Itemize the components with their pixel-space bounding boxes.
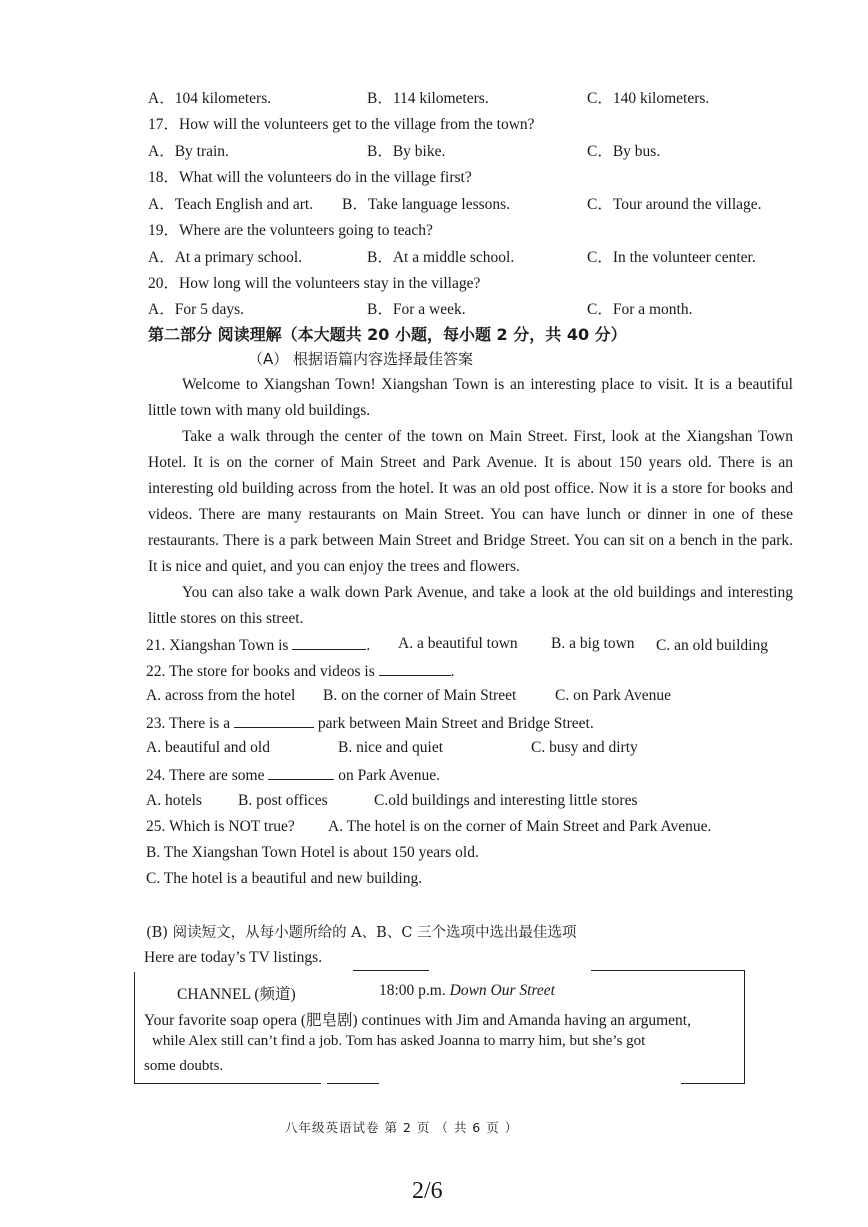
q21-option-a: A. a beautiful town: [398, 635, 518, 652]
q25-stem: 25. Which is NOT true?: [146, 818, 295, 835]
listing-description-line-2: while Alex still can’t find a job. Tom has asked Joanna to marry him, but she’s got: [152, 1033, 646, 1049]
tv-listing-box: [134, 970, 745, 1084]
q24-option-a: A. hotels: [146, 792, 202, 809]
q18-stem: 18．What will the volunteers do in the village first?: [148, 169, 472, 186]
q20-option-b: B．For a week.: [367, 301, 466, 318]
part2-heading: 第二部分 阅读理解（本大题共 20 小题，每小题 2 分，共 40 分）: [148, 325, 627, 344]
q19-option-a: A．At a primary school.: [148, 249, 303, 266]
q23-option-c: C. busy and dirty: [531, 739, 638, 756]
q24-option-c: C.old buildings and interesting little stores: [374, 792, 638, 809]
answer-blank: [268, 765, 334, 780]
q20-option-c: C．For a month.: [587, 301, 693, 318]
answer-blank: [234, 713, 314, 728]
answer-blank: [292, 635, 366, 650]
q17-option-a: A．By train.: [148, 143, 229, 160]
q23-option-a: A. beautiful and old: [146, 739, 270, 756]
q19-option-c: C．In the volunteer center.: [587, 249, 756, 266]
q17-stem: 17．How will the volunteers get to the village from the town?: [148, 116, 535, 133]
q16-option-a: A．104 kilometers.: [148, 90, 272, 107]
q21-option-c: C. an old building: [656, 637, 768, 654]
q16-option-b: B．114 kilometers.: [367, 90, 489, 107]
q18-option-c: C．Tour around the village.: [587, 196, 762, 213]
q22-option-b: B. on the corner of Main Street: [323, 687, 517, 704]
listing-time-title: 18:00 p.m. Down Our Street: [379, 982, 555, 999]
section-b-heading: (B) 阅读短文，从每小题所给的 A、B、C 三个选项中选出最佳选项: [146, 925, 577, 941]
q24-option-b: B. post offices: [238, 792, 328, 809]
listing-description-line-1: Your favorite soap opera (肥皂剧) continues with Jim and Amanda having an argument,: [144, 1012, 691, 1029]
q25-option-b: B. The Xiangshan Town Hotel is about 150 years old.: [146, 844, 479, 861]
q23-stem: 23. There is a park between Main Street and Bridge Street.: [146, 715, 594, 732]
passage-a-paragraph-2: Take a walk through the center of the town on Main Street. First, look at the Xiangshan Town Hotel. It is on the corner of Main Street and Park Avenue. It is about 150 years old. There is an interesting old building across from the hotel. It was an old post office. Now it is a store for books and videos. There are many restaurants on Main Street. You can have lunch or dinner in one of these restaurants. There is a park between Main Street and Bridge Street. You can sit on a bench in the park. It is nice and quiet, and you can enjoy the trees and flowers.: [148, 428, 793, 575]
answer-blank: [379, 661, 451, 676]
channel-label: CHANNEL (频道): [177, 986, 296, 1003]
q18-option-a: A．Teach English and art.: [148, 196, 314, 213]
q17-option-b: B．By bike.: [367, 143, 446, 160]
section-a-heading: （A） 根据语篇内容选择最佳答案: [248, 350, 474, 368]
q25-option-c: C. The hotel is a beautiful and new building.: [146, 870, 423, 887]
passage-a-paragraph-1: Welcome to Xiangshan Town! Xiangshan Town is an interesting place to visit. It is a beautiful little town with many old buildings.: [148, 376, 793, 419]
q16-option-c: C．140 kilometers.: [587, 90, 710, 107]
q22-option-c: C. on Park Avenue: [555, 687, 671, 704]
q21-option-b: B. a big town: [551, 635, 635, 652]
listing-description-line-3: some doubts.: [144, 1058, 224, 1074]
page-number: 2/6: [412, 1178, 443, 1204]
q17-option-c: C．By bus.: [587, 143, 661, 160]
passage-a-paragraph-3: You can also take a walk down Park Avenue, and take a look at the old buildings and interesting little stores on this street.: [148, 584, 793, 627]
q20-stem: 20．How long will the volunteers stay in the village?: [148, 275, 481, 292]
q18-option-b: B．Take language lessons.: [342, 196, 511, 213]
q23-option-b: B. nice and quiet: [338, 739, 444, 756]
q22-stem: 22. The store for books and videos is .: [146, 663, 455, 680]
tv-listings-intro: Here are today’s TV listings.: [144, 949, 323, 966]
q25-option-a: A. The hotel is on the corner of Main Street and Park Avenue.: [328, 818, 712, 835]
q19-stem: 19．Where are the volunteers going to teach?: [148, 222, 433, 239]
q20-option-a: A．For 5 days.: [148, 301, 245, 318]
q21-stem: 21. Xiangshan Town is .: [146, 637, 371, 654]
q22-option-a: A. across from the hotel: [146, 687, 296, 704]
page-footer: 八年级英语试卷 第 2 页 （ 共 6 页 ）: [285, 1120, 519, 1135]
q19-option-b: B．At a middle school.: [367, 249, 515, 266]
q24-stem: 24. There are some on Park Avenue.: [146, 767, 440, 784]
